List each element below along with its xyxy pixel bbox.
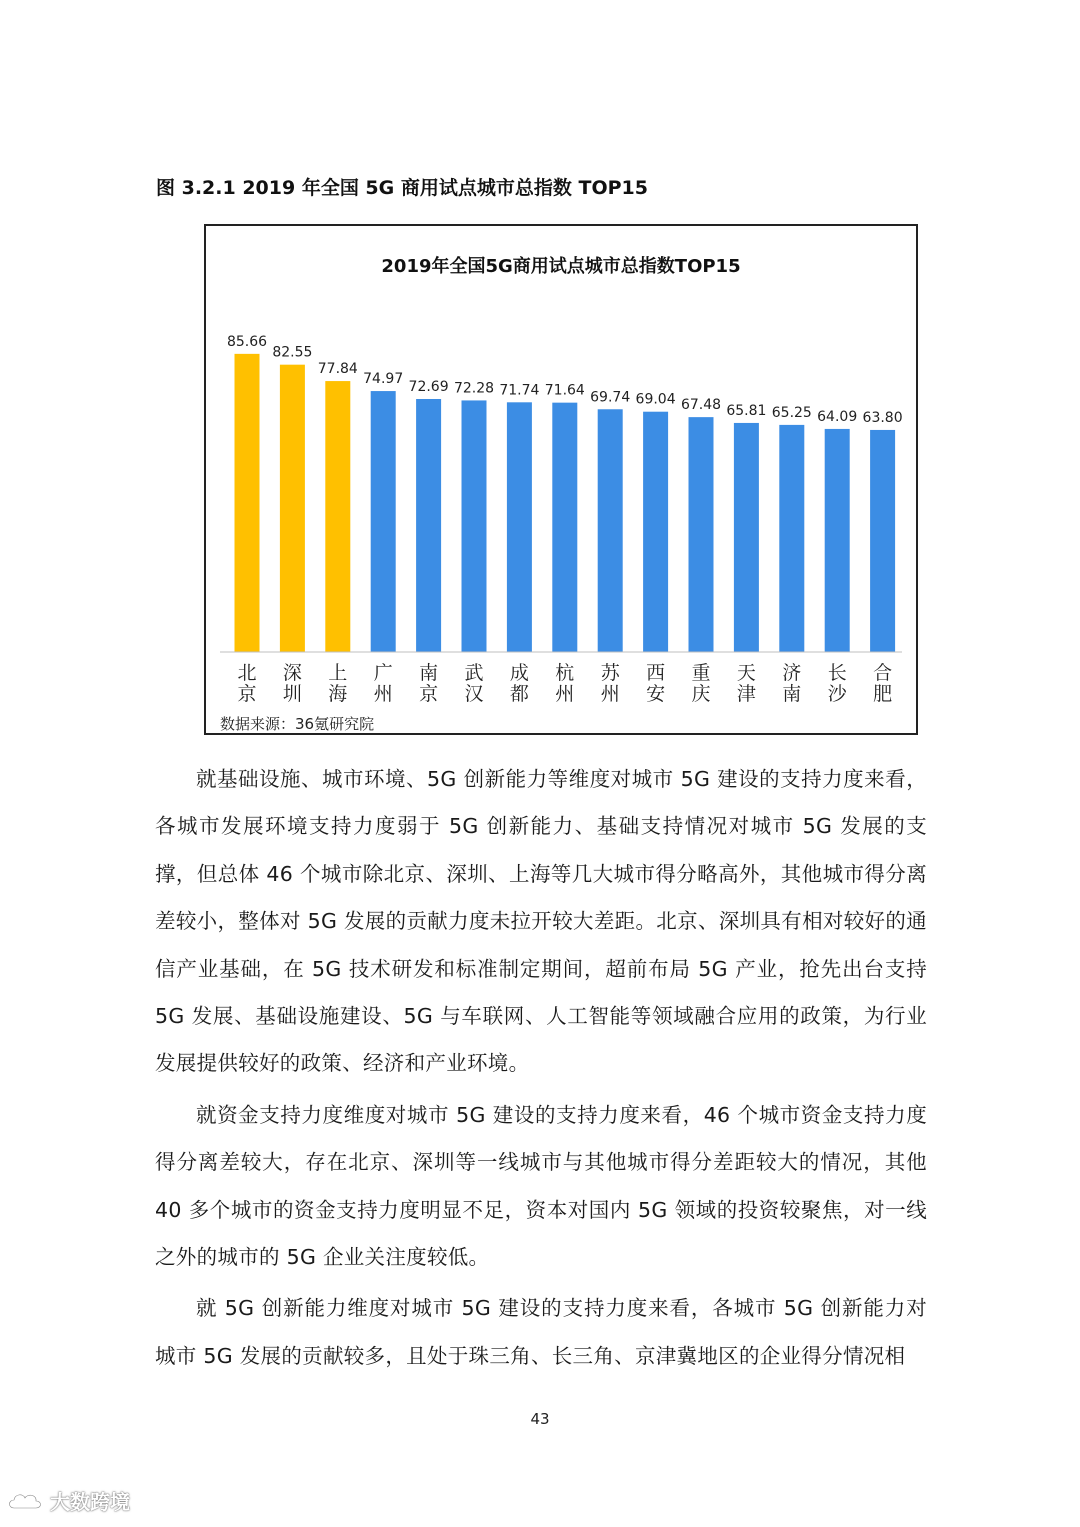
- data-label-3: 74.97: [363, 371, 404, 388]
- category-label-4: 南京: [419, 662, 439, 705]
- data-label-7: 71.64: [544, 382, 585, 399]
- bar-14: [870, 430, 895, 652]
- data-label-8: 69.74: [590, 389, 631, 406]
- category-label-7: 杭州: [555, 662, 575, 705]
- category-label-3: 广州: [373, 662, 393, 705]
- bar-7: [552, 403, 577, 652]
- bar-3: [371, 391, 396, 652]
- data-label-12: 65.25: [771, 404, 812, 421]
- watermark-text: 大数跨境: [50, 1490, 130, 1514]
- category-label-6: 成都: [509, 662, 529, 705]
- category-label-9: 西安: [646, 662, 666, 705]
- category-label-11: 天津: [736, 662, 756, 705]
- page-number: 43: [530, 1410, 550, 1428]
- paragraph-2: 就资金支持力度维度对城市 5G 建设的支持力度来看，46 个城市资金支持力度得分离差较大，存在北京、深圳等一线城市与其他城市得分差距较大的情况，其他 40 多个城市的资金支持力度明显不足，资本对国内 5G 领域的投资较聚焦，对一线之外的城市的 5G 企业关注度较低。: [155, 1102, 927, 1270]
- bar-4: [416, 399, 441, 652]
- chart-title: 2019年全国5G商用试点城市总指数TOP15: [381, 256, 741, 277]
- watermark: [6, 1486, 130, 1515]
- data-label-5: 72.28: [453, 380, 495, 397]
- category-label-8: 苏州: [600, 662, 620, 705]
- data-label-13: 64.09: [817, 408, 858, 425]
- paragraph-1: 就基础设施、城市环境、5G 创新能力等维度对城市 5G 建设的支持力度来看，各城市发展环境支持力度弱于 5G 创新能力、基础支持情况对城市 5G 发展的支撑，但总体 46 个城市除北京、深圳、上海等几大城市得分略高外，其他城市得分离差较小，整体对 5G 发展的贡献力度未拉开较大差距。北京、深圳具有相对较好的通信产业基础，在 5G 技术研发和标准制定期间，超前布局 5G 产业，抢先出台支持 5G 发展、基础设施建设、5G 与车联网、人工智能等领域融合应用的政策，为行业发展提供较好的政策、经济和产业环境。: [155, 767, 927, 1076]
- data-label-4: 72.69: [408, 378, 449, 395]
- category-label-2: 上海: [328, 662, 348, 705]
- data-label-11: 65.81: [726, 402, 767, 419]
- bar-10: [689, 417, 714, 652]
- paragraph-3: 就 5G 创新能力维度对城市 5G 建设的支持力度来看，各城市 5G 创新能力对城市 5G 发展的贡献较多，且处于珠三角、长三角、京津冀地区的企业得分情况相: [155, 1296, 927, 1368]
- category-label-13: 长沙: [827, 662, 847, 705]
- chart-source-note: 数据来源：36氪研究院: [220, 715, 375, 733]
- bar-11: [734, 423, 759, 652]
- category-label-0: 北京: [237, 662, 257, 705]
- body-text: [155, 756, 927, 1386]
- bar-chart: [206, 226, 916, 733]
- bar-13: [825, 429, 850, 652]
- chart-frame: [204, 224, 918, 735]
- data-label-10: 67.48: [680, 397, 722, 414]
- category-label-5: 武汉: [464, 662, 484, 705]
- category-label-14: 合肥: [873, 662, 893, 705]
- data-label-14: 63.80: [862, 409, 903, 426]
- bar-9: [643, 412, 668, 652]
- bar-8: [598, 409, 623, 652]
- data-label-0: 85.66: [226, 333, 268, 350]
- data-label-2: 77.84: [317, 361, 358, 378]
- bar-12: [779, 425, 804, 652]
- category-label-1: 深圳: [282, 662, 302, 705]
- category-label-10: 重庆: [691, 662, 711, 705]
- data-label-1: 82.55: [272, 344, 313, 361]
- bar-5: [462, 400, 487, 652]
- category-label-12: 济南: [782, 662, 802, 705]
- cloud-logo-icon: [6, 1489, 46, 1513]
- data-label-9: 69.04: [635, 391, 676, 408]
- bar-2: [325, 381, 350, 652]
- bar-1: [280, 365, 305, 652]
- bar-0: [235, 354, 260, 652]
- bar-6: [507, 402, 532, 652]
- data-label-6: 71.74: [499, 382, 540, 399]
- figure-caption: 图 3.2.1 2019 年全国 5G 商用试点城市总指数 TOP15: [156, 177, 648, 199]
